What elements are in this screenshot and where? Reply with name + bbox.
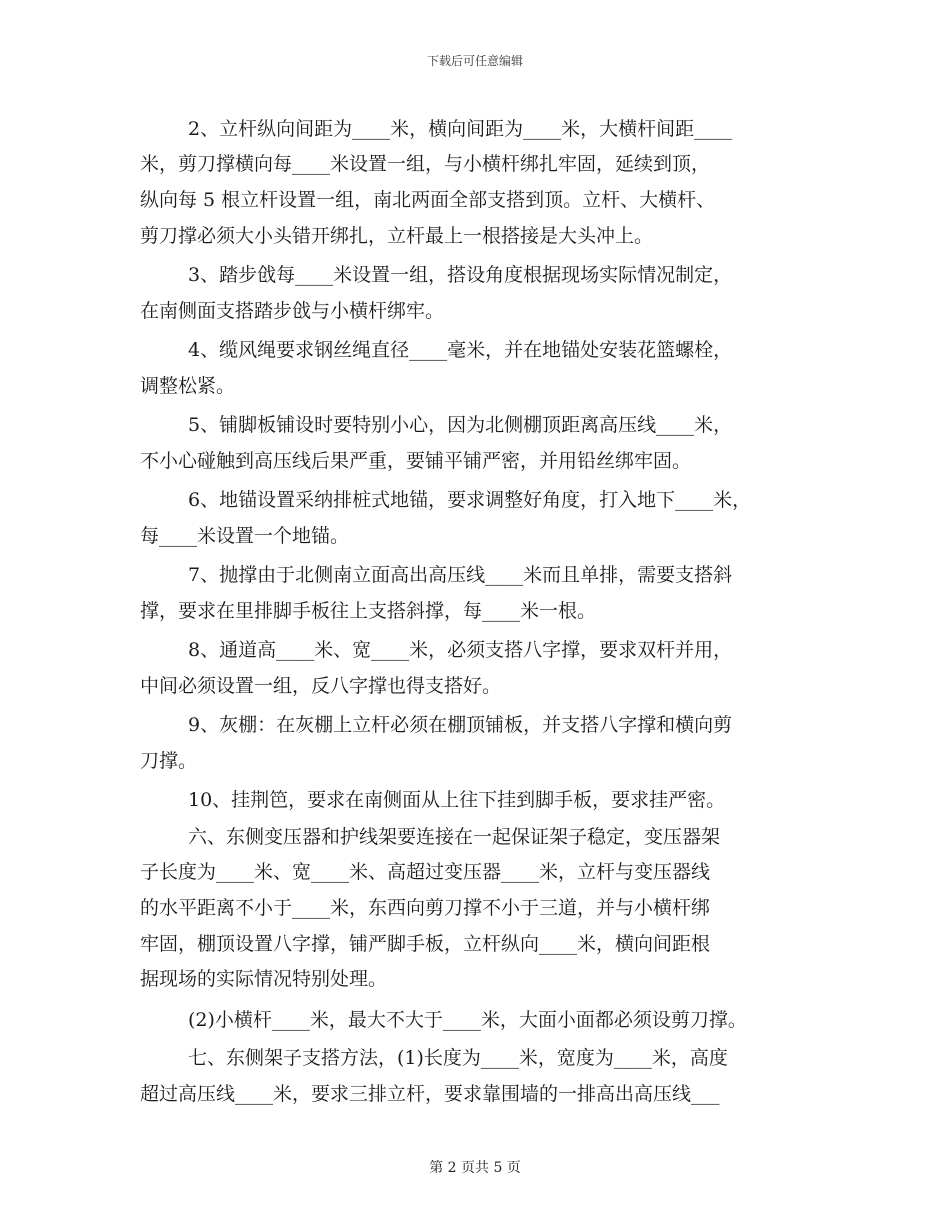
text-line: 9、灰棚：在灰棚上立杆必须在棚顶铺板，并支搭八字撑和横向剪	[188, 714, 733, 736]
text-line: 3、踏步戗每____米设置一组，搭设角度根据现场实际情况制定，	[188, 264, 733, 286]
text-line: 米，剪刀撑横向每____米设置一组，与小横杆绑扎牢固，延续到顶，	[140, 153, 711, 175]
text-line: 2、立杆纵向间距为____米，横向间距为____米，大横杆间距____	[188, 118, 733, 140]
text-line: 剪刀撑必须大小头错开绑扎，立杆最上一根搭接是大头冲上。	[140, 225, 654, 247]
text-line: (2)小横杆____米，最大不大于____米，大面小面都必须设剪刀撑。	[188, 1009, 747, 1031]
text-line: 子长度为____米、宽____米、高超过变压器____米，立杆与变压器线	[140, 861, 711, 883]
text-line: 8、通道高____米、宽____米，必须支搭八字撑，要求双杆并用，	[188, 639, 733, 661]
text-line: 在南侧面支搭踏步戗与小横杆绑牢。	[140, 300, 445, 322]
text-line: 撑，要求在里排脚手板往上支搭斜撑，每____米一根。	[140, 600, 597, 622]
text-line: 6、地锚设置采纳排桩式地锚，要求调整好角度，打入地下____米，	[188, 489, 752, 511]
page-footer: 第 2 页共 5 页	[429, 1160, 521, 1176]
text-line: 每____米设置一个地锚。	[140, 525, 350, 547]
text-line: 中间必须设置一组，反八字撑也得支搭好。	[140, 675, 502, 697]
text-line: 调整松紧。	[140, 375, 236, 397]
text-line: 4、缆风绳要求钢丝绳直径____毫米，并在地锚处安装花篮螺栓，	[188, 339, 733, 361]
text-line: 牢固，棚顶设置八字撑，铺严脚手板，立杆纵向____米，横向间距根	[140, 933, 711, 955]
text-line: 六、东侧变压器和护线架要连接在一起保证架子稳定，变压器架	[188, 826, 721, 848]
text-line: 的水平距离不小于____米，东西向剪刀撑不小于三道，并与小横杆绑	[140, 897, 711, 919]
text-line: 七、东侧架子支搭方法，(1)长度为____米，宽度为____米，高度	[188, 1047, 728, 1069]
page-header: 下载后可任意编辑	[426, 54, 523, 68]
text-line: 不小心碰触到高压线后果严重，要铺平铺严密，并用铅丝绑牢固。	[140, 450, 692, 472]
text-line: 刀撑。	[140, 750, 198, 772]
text-line: 据现场的实际情况特别处理。	[140, 968, 388, 990]
text-line: 10、挂荆笆，要求在南侧面从上往下挂到脚手板，要求挂严密。	[188, 789, 726, 811]
text-line: 5、铺脚板铺设时要特别小心，因为北侧棚顶距离高压线____米，	[188, 414, 733, 436]
text-line: 7、抛撑由于北侧南立面高出高压线____米而且单排，需要支搭斜	[188, 564, 733, 586]
text-line: 纵向每 5 根立杆设置一组，南北两面全部支搭到顶。立杆、大横杆、	[140, 189, 716, 211]
text-line: 超过高压线____米，要求三排立杆，要求靠围墙的一排高出高压线___	[140, 1083, 720, 1105]
